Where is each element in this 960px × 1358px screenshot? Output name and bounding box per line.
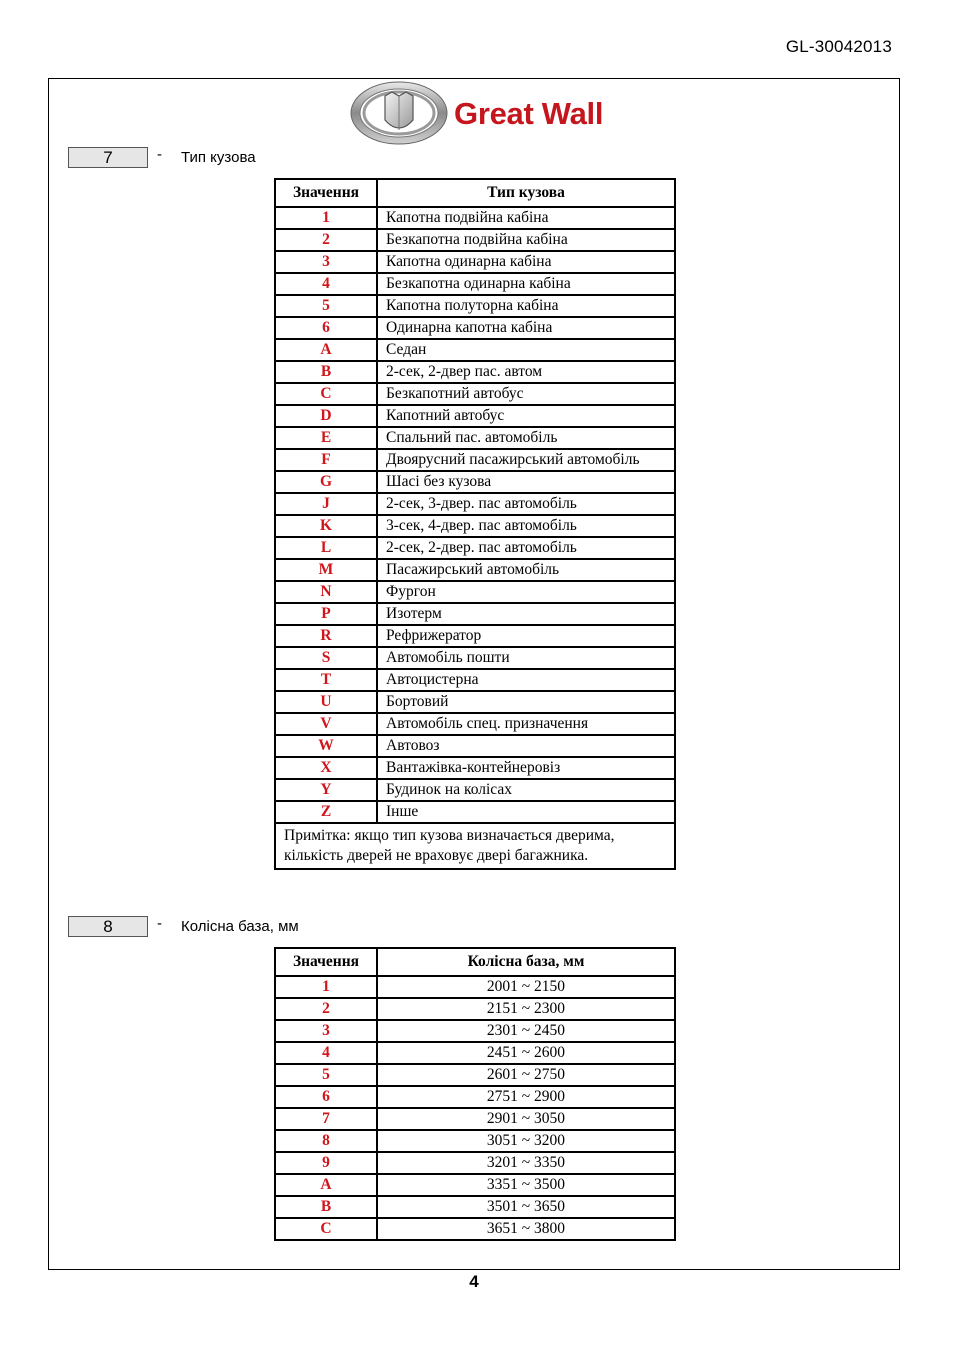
code-cell: A	[275, 1174, 377, 1196]
range-cell: 3501 ~ 3650	[377, 1196, 675, 1218]
table-row	[275, 581, 675, 603]
code-cell: D	[275, 405, 377, 427]
note-line: Примітка: якщо тип кузова визначається дверима,	[284, 827, 615, 844]
table-row	[275, 339, 675, 361]
table-row	[275, 1042, 675, 1064]
code-cell: S	[275, 647, 377, 669]
table-row	[275, 647, 675, 669]
code-cell: F	[275, 449, 377, 471]
code-cell: 4	[275, 273, 377, 295]
table-row	[275, 1218, 675, 1240]
code-cell: 9	[275, 1152, 377, 1174]
code-cell: K	[275, 515, 377, 537]
table-row	[275, 625, 675, 647]
table-header-row	[275, 948, 675, 976]
table-row	[275, 1086, 675, 1108]
code-cell: E	[275, 427, 377, 449]
column-header-value: Значення	[275, 948, 377, 976]
table-row	[275, 735, 675, 757]
column-header-value: Значення	[275, 179, 377, 207]
desc-cell: Одинарна капотна кабіна	[377, 317, 675, 339]
column-header-body-type: Тип кузова	[377, 179, 675, 207]
table-row	[275, 383, 675, 405]
wheelbase-table	[274, 947, 676, 1241]
desc-cell: Капотний автобус	[377, 405, 675, 427]
table-row	[275, 603, 675, 625]
table-row	[275, 515, 675, 537]
desc-cell: Капотна полуторна кабіна	[377, 295, 675, 317]
table-row	[275, 1152, 675, 1174]
desc-cell: Будинок на колісах	[377, 779, 675, 801]
code-cell: R	[275, 625, 377, 647]
table-row	[275, 559, 675, 581]
table-row	[275, 757, 675, 779]
code-cell: L	[275, 537, 377, 559]
code-cell: 6	[275, 1086, 377, 1108]
range-cell: 2601 ~ 2750	[377, 1064, 675, 1086]
table-row	[275, 713, 675, 735]
table-row	[275, 801, 675, 823]
code-cell: 5	[275, 1064, 377, 1086]
desc-cell: Седан	[377, 339, 675, 361]
range-cell: 3201 ~ 3350	[377, 1152, 675, 1174]
code-cell: 4	[275, 1042, 377, 1064]
table-row	[275, 317, 675, 339]
desc-cell: Автовоз	[377, 735, 675, 757]
code-cell: 6	[275, 317, 377, 339]
great-wall-logo	[349, 80, 609, 146]
table-row	[275, 295, 675, 317]
table-row	[275, 405, 675, 427]
desc-cell: Автомобіль спец. призначення	[377, 713, 675, 735]
code-cell: Z	[275, 801, 377, 823]
page-number: 4	[469, 1272, 479, 1291]
table-row	[275, 779, 675, 801]
desc-cell: Капотна подвійна кабіна	[377, 207, 675, 229]
range-cell: 2451 ~ 2600	[377, 1042, 675, 1064]
table-row	[275, 1130, 675, 1152]
code-cell: B	[275, 1196, 377, 1218]
range-cell: 3051 ~ 3200	[377, 1130, 675, 1152]
desc-cell: Автомобіль пошти	[377, 647, 675, 669]
desc-cell: 2-сек, 2-двер пас. автом	[377, 361, 675, 383]
table-row	[275, 493, 675, 515]
table-row	[275, 427, 675, 449]
section-number-box: 7	[68, 147, 148, 168]
code-cell: 7	[275, 1108, 377, 1130]
desc-cell: Изотерм	[377, 603, 675, 625]
code-cell: A	[275, 339, 377, 361]
table-row	[275, 691, 675, 713]
section-dash: -	[157, 146, 162, 163]
desc-cell: Фургон	[377, 581, 675, 603]
code-cell: 2	[275, 229, 377, 251]
table-row	[275, 669, 675, 691]
code-cell: V	[275, 713, 377, 735]
document-code: GL-30042013	[785, 37, 892, 56]
code-cell: 3	[275, 1020, 377, 1042]
table-header-row	[275, 179, 675, 207]
desc-cell: Шасі без кузова	[377, 471, 675, 493]
code-cell: X	[275, 757, 377, 779]
desc-cell: Інше	[377, 801, 675, 823]
section-title: Тип кузова	[181, 149, 256, 166]
table-row	[275, 471, 675, 493]
table-row	[275, 207, 675, 229]
desc-cell: Капотна одинарна кабіна	[377, 251, 675, 273]
code-cell: M	[275, 559, 377, 581]
code-cell: Y	[275, 779, 377, 801]
desc-cell: Безкапотна одинарна кабіна	[377, 273, 675, 295]
range-cell: 2001 ~ 2150	[377, 976, 675, 998]
table-row	[275, 1196, 675, 1218]
code-cell: 3	[275, 251, 377, 273]
code-cell: W	[275, 735, 377, 757]
desc-cell: 2-сек, 3-двер. пас автомобіль	[377, 493, 675, 515]
range-cell: 2751 ~ 2900	[377, 1086, 675, 1108]
code-cell: C	[275, 1218, 377, 1240]
code-cell: G	[275, 471, 377, 493]
table-row	[275, 998, 675, 1020]
table-row	[275, 1108, 675, 1130]
desc-cell: Пасажирський автомобіль	[377, 559, 675, 581]
code-cell: 1	[275, 976, 377, 998]
body-type-table	[274, 178, 676, 870]
logo-wordmark: Great Wall	[454, 96, 604, 131]
code-cell: 5	[275, 295, 377, 317]
table-row	[275, 229, 675, 251]
desc-cell: Рефрижератор	[377, 625, 675, 647]
desc-cell: 3-сек, 4-двер. пас автомобіль	[377, 515, 675, 537]
range-cell: 2151 ~ 2300	[377, 998, 675, 1020]
code-cell: 8	[275, 1130, 377, 1152]
column-header-wheelbase: Колісна база, мм	[377, 948, 675, 976]
code-cell: P	[275, 603, 377, 625]
desc-cell: Вантажівка-контейнеровіз	[377, 757, 675, 779]
table-row	[275, 361, 675, 383]
code-cell: B	[275, 361, 377, 383]
section-number-box: 8	[68, 916, 148, 937]
table-row	[275, 273, 675, 295]
table-row	[275, 251, 675, 273]
table-row	[275, 1174, 675, 1196]
note-row	[275, 823, 675, 869]
code-cell: N	[275, 581, 377, 603]
range-cell: 3651 ~ 3800	[377, 1218, 675, 1240]
code-cell: 1	[275, 207, 377, 229]
desc-cell: Безкапотна подвійна кабіна	[377, 229, 675, 251]
desc-cell: Автоцистерна	[377, 669, 675, 691]
code-cell: T	[275, 669, 377, 691]
table-row	[275, 1020, 675, 1042]
table-note	[275, 823, 675, 869]
code-cell: J	[275, 493, 377, 515]
great-wall-emblem-icon	[349, 80, 449, 146]
table-row	[275, 976, 675, 998]
desc-cell: 2-сек, 2-двер. пас автомобіль	[377, 537, 675, 559]
desc-cell: Спальний пас. автомобіль	[377, 427, 675, 449]
section-title: Колісна база, мм	[181, 918, 299, 935]
desc-cell: Двоярусний пасажирський автомобіль	[377, 449, 675, 471]
range-cell: 2901 ~ 3050	[377, 1108, 675, 1130]
range-cell: 2301 ~ 2450	[377, 1020, 675, 1042]
desc-cell: Безкапотний автобус	[377, 383, 675, 405]
table-row	[275, 449, 675, 471]
code-cell: 2	[275, 998, 377, 1020]
desc-cell: Бортовий	[377, 691, 675, 713]
note-line: кількість дверей не враховує двері багажника.	[284, 847, 589, 864]
code-cell: C	[275, 383, 377, 405]
table-row	[275, 537, 675, 559]
range-cell: 3351 ~ 3500	[377, 1174, 675, 1196]
section-dash: -	[157, 915, 162, 932]
table-row	[275, 1064, 675, 1086]
code-cell: U	[275, 691, 377, 713]
